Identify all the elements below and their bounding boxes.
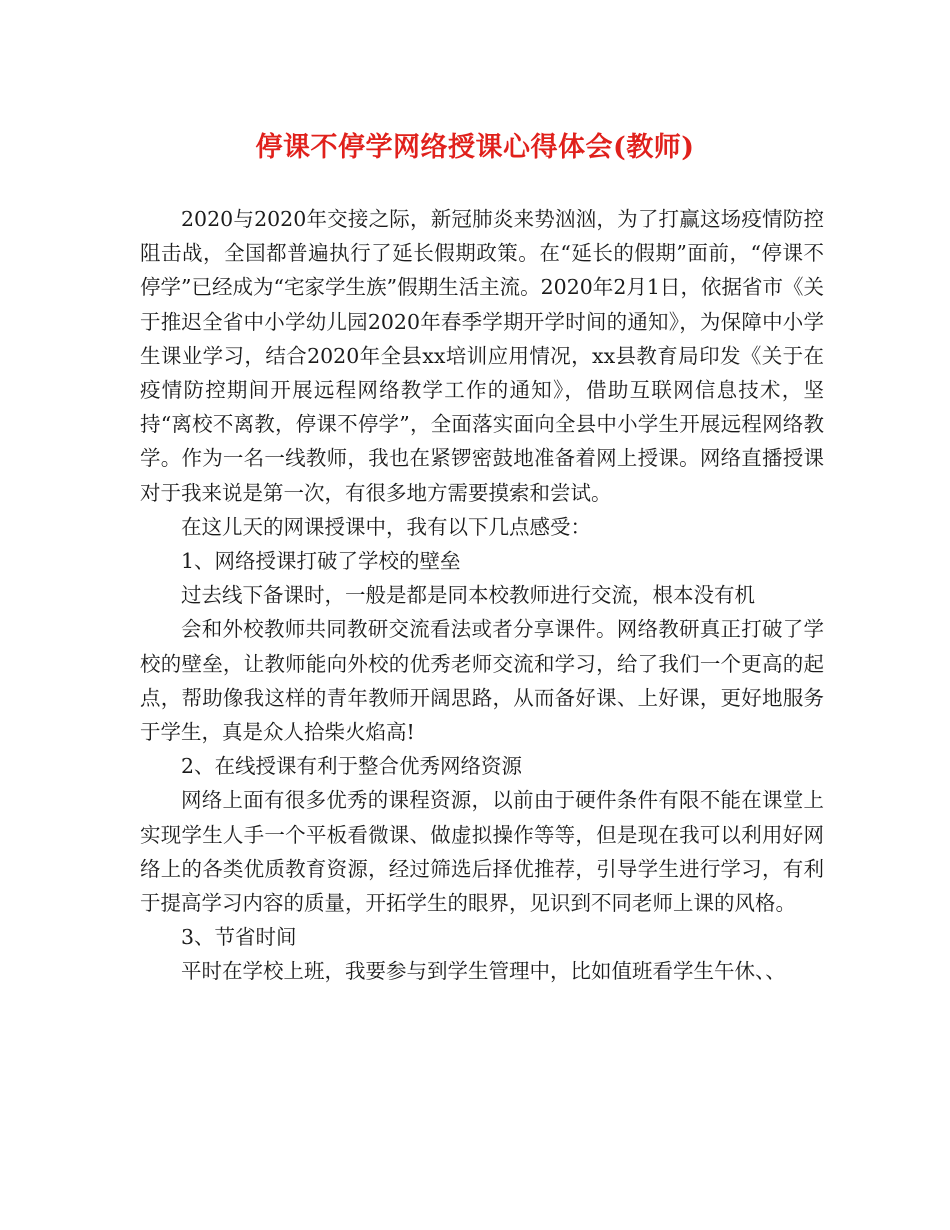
heading-point-3: 3、节省时间	[181, 925, 297, 950]
paragraph-point-3: 平时在学校上班，我要参与到学生管理中，比如值班看学生午休、、	[181, 959, 786, 984]
paragraph-feelings-lead: 在这儿天的网课授课中，我有以下几点感受：	[181, 514, 591, 539]
heading-point-2: 2、在线授课有利于整合优秀网络资源	[181, 754, 523, 779]
paragraph-point-1-continued: 会和外校教师共同教研交流看法或者分享课件。网络教研真正打破了学校的壁垒，让教师能向外校的优秀老师交流和学习，给了我们一个更高的起点，帮助像我这样的青年教师开阔思路，从而备好课、上好课，更好地服务于学生，真是众人拾柴火焰高!	[140, 617, 824, 745]
document-title: 停课不停学网络授课心得体会(教师)	[255, 132, 695, 163]
document-body	[140, 202, 824, 989]
paragraph-point-2: 网络上面有很多优秀的课程资源，以前由于硬件条件有限不能在课堂上实现学生人手一个平板看微课、做虚拟操作等等，但是现在我可以利用好网络上的各类优质教育资源，经过筛选后择优推荐，引导学生进行学习，有利于提高学习内容的质量，开拓学生的眼界，见识到不同老师上课的风格。	[140, 788, 824, 916]
heading-point-1: 1、网络授课打破了学校的壁垒	[181, 549, 461, 574]
paragraph-intro: 2020与2020年交接之际，新冠肺炎来势汹汹，为了打赢这场疫情防控阻击战，全国都普遍执行了延长假期政策。在“延长的假期”面前，“停课不停学”已经成为“宅家学生族”假期生活主流。2020年2月1日，依据省市《关于推迟全省中小学幼儿园2020年春季学期开学时间的通知》，为保障中小学生课业学习，结合2020年全县xx培训应用情况，xx县教育局印发《关于在疫情防控期间开展远程网络教学工作的通知》，借助互联网信息技术，坚持“离校不离教，停课不停学”，全面落实面向全县中小学生开展远程网络教学。作为一名一线教师，我也在紧锣密鼓地准备着网上授课。网络直播授课对于我来说是第一次，有很多地方需要摸索和尝试。	[140, 207, 824, 505]
paragraph-point-1-start: 过去线下备课时，一般是都是同本校教师进行交流，根本没有机	[181, 583, 755, 608]
